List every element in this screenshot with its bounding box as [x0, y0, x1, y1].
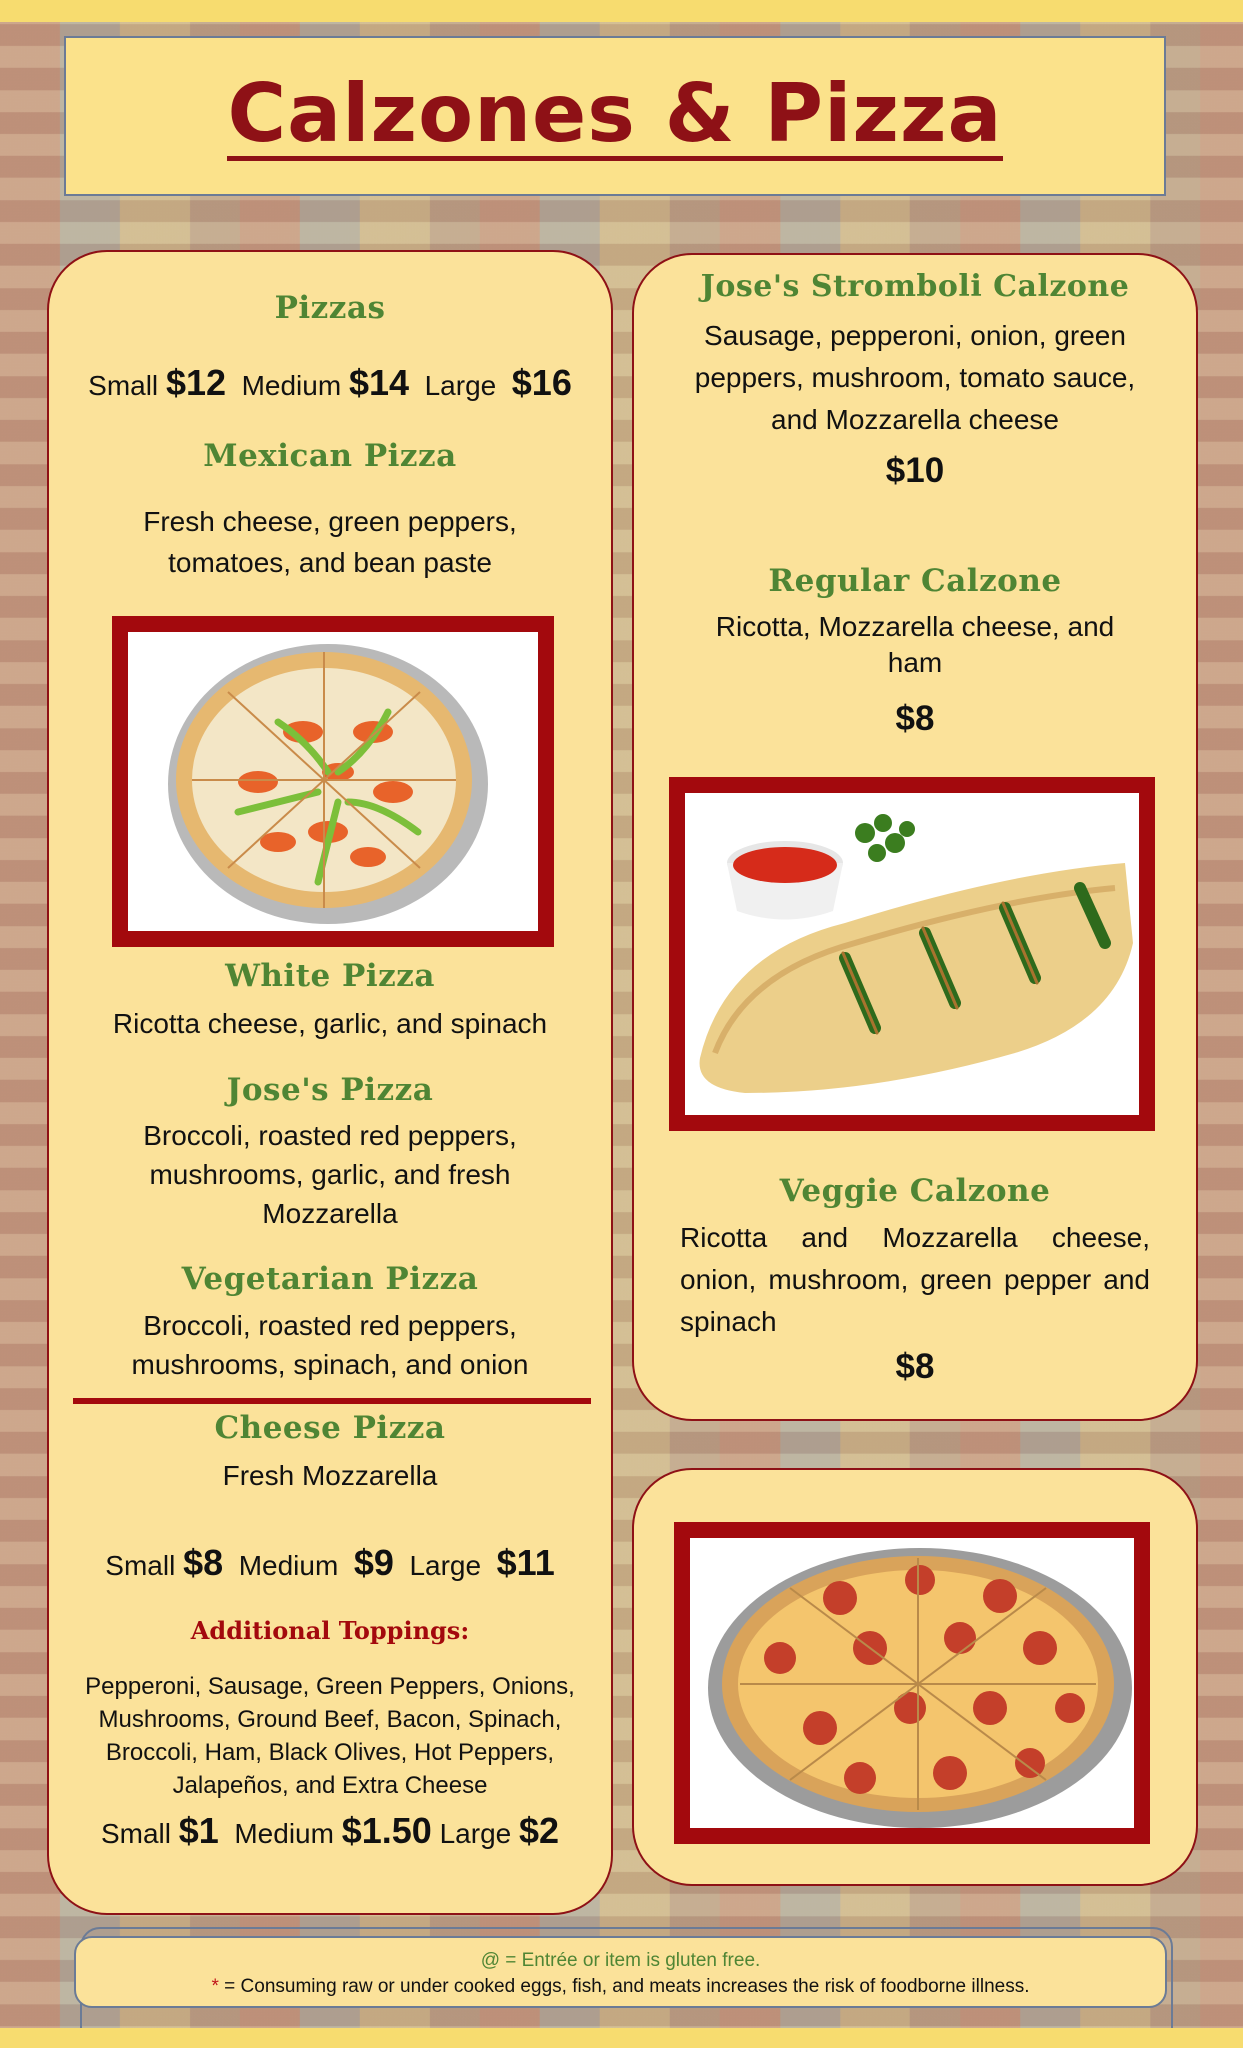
food-safety-note [76, 1976, 1165, 1998]
mexican-pizza-heading: Mexican Pizza [203, 438, 457, 474]
cheese-pizza-description: Fresh Mozzarella [222, 1460, 438, 1491]
pepperoni-pizza-photo [674, 1522, 1150, 1844]
white-pizza-heading: White Pizza [225, 958, 435, 994]
pizza-menu-card [47, 250, 613, 1915]
pizzas-heading: Pizzas [274, 290, 386, 326]
desc-line: and Mozzarella cheese [771, 404, 1059, 435]
cheese-pizza-price-line [49, 1542, 611, 1584]
size-label-medium: Medium [238, 1550, 339, 1581]
mexican-pizza-photo [112, 616, 554, 947]
toppings-line: Broccoli, Ham, Black Olives, Hot Peppers, [105, 1739, 555, 1767]
size-label-small: Small [100, 1818, 171, 1849]
gluten-free-note: @ = Entrée or item is gluten free. [480, 1950, 761, 1971]
title-banner [64, 36, 1166, 196]
size-label-medium: Medium [234, 1818, 334, 1849]
mexican-pizza-description [49, 502, 611, 583]
additional-toppings-heading: Additional Toppings: [190, 1616, 470, 1645]
price-small: $8 [183, 1542, 224, 1583]
regular-calzone-description [634, 609, 1196, 682]
price-medium: $14 [348, 362, 410, 403]
toppings-price-line [49, 1810, 611, 1852]
price-large: $16 [511, 362, 572, 403]
desc-line: mushrooms, spinach, and onion [131, 1349, 529, 1381]
joses-pizza-description [49, 1116, 611, 1234]
size-label-large: Large [424, 370, 497, 401]
size-label-small: Small [105, 1550, 176, 1581]
white-pizza-description: Ricotta cheese, garlic, and spinach [112, 1008, 548, 1039]
veggie-calzone-description: Ricotta and Mozzarella cheese, onion, mushroom, green pepper and spinach [680, 1222, 1150, 1337]
desc-line: Mozzarella [262, 1198, 398, 1230]
toppings-line: Jalapeños, and Extra Cheese [172, 1772, 488, 1800]
section-divider [73, 1398, 591, 1404]
mexican-pizza-image [128, 632, 538, 931]
desc-line: Broccoli, roasted red peppers, [143, 1310, 517, 1341]
stromboli-calzone-heading: Jose's Stromboli Calzone [700, 269, 1130, 304]
price-large: $11 [496, 1542, 555, 1583]
veggie-calzone-price: $8 [895, 1347, 935, 1386]
bottom-strip [0, 2028, 1243, 2048]
pizzas-price-line [49, 362, 611, 404]
desc-line: tomatoes, and bean paste [168, 546, 492, 578]
pepperoni-pizza-image [690, 1538, 1134, 1828]
joses-pizza-heading: Jose's Pizza [226, 1072, 434, 1108]
asterisk-marker: * [211, 1976, 219, 1997]
additional-toppings-list [49, 1670, 611, 1802]
vegetarian-pizza-description [49, 1306, 611, 1384]
veggie-calzone-heading: Veggie Calzone [779, 1173, 1051, 1209]
desc-line: mushrooms, garlic, and fresh [149, 1159, 511, 1191]
vegetarian-pizza-heading: Vegetarian Pizza [181, 1261, 479, 1297]
desc-line: Broccoli, roasted red peppers, [143, 1120, 517, 1151]
cheese-pizza-heading: Cheese Pizza [214, 1410, 446, 1446]
calzone-image [685, 793, 1139, 1115]
desc-line: Sausage, pepperoni, onion, green [704, 320, 1126, 351]
size-label-small: Small [88, 370, 159, 401]
price-large: $2 [519, 1810, 560, 1851]
toppings-line: Pepperoni, Sausage, Green Peppers, Onions, [85, 1673, 575, 1700]
size-label-large: Large [439, 1818, 512, 1849]
desc-line: Fresh cheese, green peppers, [143, 506, 517, 537]
page-title: Calzones & Pizza [227, 66, 1003, 160]
price-medium: $1.50 [341, 1810, 432, 1851]
stromboli-calzone-description [634, 315, 1196, 441]
desc-line: ham [887, 647, 943, 679]
pepperoni-photo-card [632, 1468, 1198, 1886]
food-safety-text: = Consuming raw or under cooked eggs, fish, and meats increases the risk of foodborne illness. [218, 1976, 1030, 1997]
desc-line: Ricotta, Mozzarella cheese, and [715, 611, 1115, 642]
regular-calzone-heading: Regular Calzone [768, 563, 1062, 599]
regular-calzone-price: $8 [895, 699, 935, 738]
price-medium: $9 [353, 1542, 394, 1583]
size-label-large: Large [409, 1550, 482, 1581]
price-small: $1 [178, 1810, 219, 1851]
footer-notice [74, 1936, 1167, 2008]
toppings-line: Mushrooms, Ground Beef, Bacon, Spinach, [98, 1706, 562, 1734]
desc-line: peppers, mushroom, tomato sauce, [694, 362, 1136, 393]
top-strip [0, 0, 1243, 22]
calzone-menu-card [632, 253, 1198, 1421]
stromboli-calzone-price: $10 [885, 451, 945, 490]
size-label-medium: Medium [241, 370, 342, 401]
calzone-photo [669, 777, 1155, 1131]
price-small: $12 [165, 362, 227, 403]
